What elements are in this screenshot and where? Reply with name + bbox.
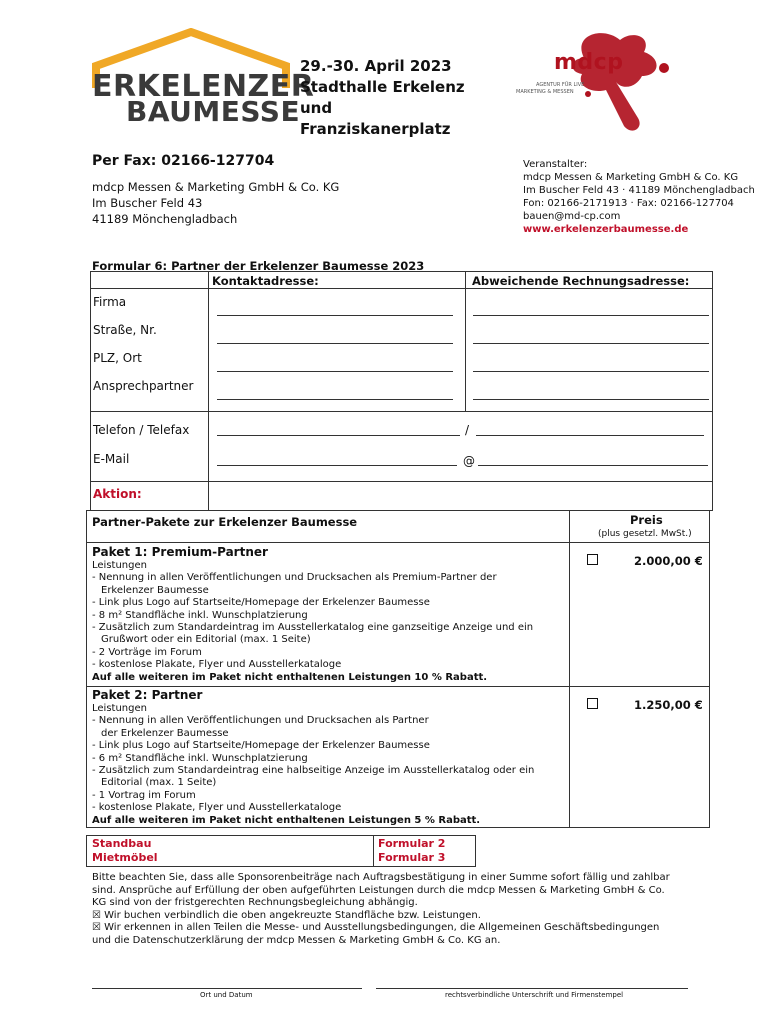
recipient-line-1: mdcp Messen & Marketing GmbH & Co. KG bbox=[92, 180, 340, 194]
field-label-firma: Firma bbox=[93, 295, 127, 309]
event-venue-1: Stadthalle Erkelenz bbox=[300, 78, 465, 96]
organizer-website[interactable]: www.erkelenzerbaumesse.de bbox=[523, 224, 689, 235]
ansprech-contact-input[interactable] bbox=[217, 399, 453, 400]
field-label-ansprechpartner: Ansprechpartner bbox=[93, 379, 194, 393]
terms-confirm-booking[interactable]: ☒ Wir buchen verbindlich die oben angekreuzte Standfläche bzw. Leistungen. bbox=[92, 909, 481, 921]
package-1-checkbox[interactable] bbox=[587, 554, 598, 565]
plz-billing-input[interactable] bbox=[473, 371, 709, 372]
package-2-line: - kostenlose Plakate, Flyer und Ausstellerkataloge bbox=[92, 802, 342, 814]
firma-contact-input[interactable] bbox=[217, 315, 453, 316]
signature-input[interactable] bbox=[376, 988, 688, 989]
billing-column-header: Abweichende Rechnungsadresse: bbox=[472, 274, 690, 288]
organizer-label: Veranstalter: bbox=[523, 159, 588, 170]
package-1-line: - kostenlose Plakate, Flyer und Ausstellerkataloge bbox=[92, 659, 342, 671]
event-logo bbox=[88, 28, 315, 128]
organizer-line-3: Fon: 02166-2171913 · Fax: 02166-127704 bbox=[523, 198, 734, 209]
organizer-email[interactable]: bauen@md-cp.com bbox=[523, 211, 621, 222]
package-1-line: - Nennung in allen Veröffentlichungen und Drucksachen als Premium-Partner der bbox=[92, 572, 497, 584]
package-2-line: Editorial (max. 1 Seite) bbox=[101, 777, 217, 789]
mdcp-tagline-1: AGENTUR FÜR LIVE bbox=[536, 82, 585, 88]
package-1-line: Grußwort oder ein Editorial (max. 1 Seite) bbox=[101, 634, 311, 646]
extras-formular-3[interactable]: Formular 3 bbox=[378, 851, 446, 864]
plz-contact-input[interactable] bbox=[217, 371, 453, 372]
event-venue-3: Franziskanerplatz bbox=[300, 120, 451, 138]
aktion-input[interactable] bbox=[210, 483, 710, 508]
package-2-line: - Nennung in allen Veröffentlichungen und Drucksachen als Partner bbox=[92, 715, 429, 727]
package-1-line: Erkelenzer Baumesse bbox=[101, 584, 209, 596]
email-user-input[interactable] bbox=[217, 465, 457, 466]
event-venue-2: und bbox=[300, 99, 333, 117]
package-2-line: - 1 Vortrag im Forum bbox=[92, 789, 196, 801]
field-label-telefon: Telefon / Telefax bbox=[93, 423, 190, 437]
strasse-contact-input[interactable] bbox=[217, 343, 453, 344]
package-2-line: der Erkelenzer Baumesse bbox=[101, 727, 229, 739]
ansprech-billing-input[interactable] bbox=[473, 399, 709, 400]
price-header: Preis bbox=[630, 513, 663, 527]
mdcp-logo bbox=[512, 28, 682, 138]
package-2-checkbox[interactable] bbox=[587, 698, 598, 709]
package-1-line: - 2 Vorträge im Forum bbox=[92, 646, 202, 658]
packages-header: Partner-Pakete zur Erkelenzer Baumesse bbox=[92, 515, 358, 529]
package-1 bbox=[92, 545, 562, 684]
extras-standbau: Standbau bbox=[92, 837, 152, 850]
terms-line: und die Datenschutzerklärung der mdcp Messen & Marketing GmbH & Co. KG an. bbox=[92, 934, 501, 946]
package-1-line: - Zusätzlich zum Standardeintrag im Ausstellerkatalog eine ganzseitige Anzeige und ein bbox=[92, 622, 534, 634]
place-date-input[interactable] bbox=[92, 988, 362, 989]
email-domain-input[interactable] bbox=[478, 465, 708, 466]
place-date-label: Ort und Datum bbox=[200, 991, 253, 999]
package-1-footer: Auf alle weiteren im Paket nicht enthaltenen Leistungen 10 % Rabatt. bbox=[92, 671, 488, 683]
field-label-email: E-Mail bbox=[93, 452, 130, 466]
fax-number: Per Fax: 02166-127704 bbox=[92, 153, 275, 169]
package-1-line: - 8 m² Standfläche inkl. Wunschplatzierung bbox=[92, 609, 308, 621]
field-label-strasse: Straße, Nr. bbox=[93, 323, 157, 337]
email-at-separator: @ bbox=[463, 454, 475, 468]
recipient-line-3: 41189 Mönchengladbach bbox=[92, 212, 238, 226]
package-2-footer: Auf alle weiteren im Paket nicht enthaltenen Leistungen 5 % Rabatt. bbox=[92, 814, 481, 826]
recipient-line-2: Im Buscher Feld 43 bbox=[92, 196, 203, 210]
package-2-title: Paket 2: Partner bbox=[92, 688, 203, 702]
aktion-label: Aktion: bbox=[93, 487, 142, 501]
telefon-input[interactable] bbox=[217, 435, 460, 436]
terms-line: KG sind von der fristgerechten Rechnungsbegleichung abhängig. bbox=[92, 897, 418, 909]
package-2-leistungen: Leistungen bbox=[92, 703, 147, 714]
package-2-line: - 6 m² Standfläche inkl. Wunschplatzierung bbox=[92, 752, 308, 764]
terms-confirm-conditions[interactable]: ☒ Wir erkennen in allen Teilen die Messe- und Ausstellungsbedingungen, die Allgemeinen Geschäftsbedingungen bbox=[92, 922, 660, 934]
package-1-leistungen: Leistungen bbox=[92, 560, 147, 571]
signature-label: rechtsverbindliche Unterschrift und Firmenstempel bbox=[445, 991, 624, 999]
package-1-title: Paket 1: Premium-Partner bbox=[92, 545, 268, 559]
package-2-line: - Zusätzlich zum Standardeintrag eine halbseitige Anzeige im Ausstellerkatalog oder ein bbox=[92, 765, 535, 777]
contact-column-header: Kontaktadresse: bbox=[212, 274, 319, 288]
mdcp-tagline-2: MARKETING & MESSEN bbox=[516, 89, 574, 95]
terms-line: sind. Ansprüche auf Erfüllung der oben aufgeführten Leistungen durch die mdcp Messen & Marketing GmbH & Co. bbox=[92, 884, 665, 896]
telefon-separator: / bbox=[465, 423, 470, 437]
price-subheader: (plus gesetzl. MwSt.) bbox=[598, 529, 692, 539]
organizer-line-1: mdcp Messen & Marketing GmbH & Co. KG bbox=[523, 172, 739, 183]
logo-line1: ERKELENZER bbox=[92, 69, 315, 104]
package-2-line: - Link plus Logo auf Startseite/Homepage der Erkelenzer Baumesse bbox=[92, 740, 430, 752]
mdcp-name: mdcp bbox=[554, 50, 624, 75]
strasse-billing-input[interactable] bbox=[473, 343, 709, 344]
organizer-line-2: Im Buscher Feld 43 · 41189 Mönchengladbach bbox=[523, 185, 755, 196]
package-1-line: - Link plus Logo auf Startseite/Homepage der Erkelenzer Baumesse bbox=[92, 597, 430, 609]
terms-line: Bitte beachten Sie, dass alle Sponsorenbeiträge nach Auftragsbestätigung in einer Summe sofort fällig und zahlbar bbox=[92, 872, 670, 883]
terms-text bbox=[92, 872, 712, 948]
field-label-plz: PLZ, Ort bbox=[93, 351, 142, 365]
package-1-price: 2.000,00 € bbox=[634, 554, 703, 568]
extras-mietmoebel: Mietmöbel bbox=[92, 851, 158, 864]
form-title: Formular 6: Partner der Erkelenzer Baumesse 2023 bbox=[92, 259, 425, 273]
extras-formular-2[interactable]: Formular 2 bbox=[378, 837, 446, 850]
event-dates: 29.-30. April 2023 bbox=[300, 57, 452, 75]
package-2 bbox=[92, 688, 562, 827]
telefax-input[interactable] bbox=[476, 435, 704, 436]
package-2-price: 1.250,00 € bbox=[634, 698, 703, 712]
firma-billing-input[interactable] bbox=[473, 315, 709, 316]
logo-line2: BAUMESSE bbox=[126, 95, 301, 128]
